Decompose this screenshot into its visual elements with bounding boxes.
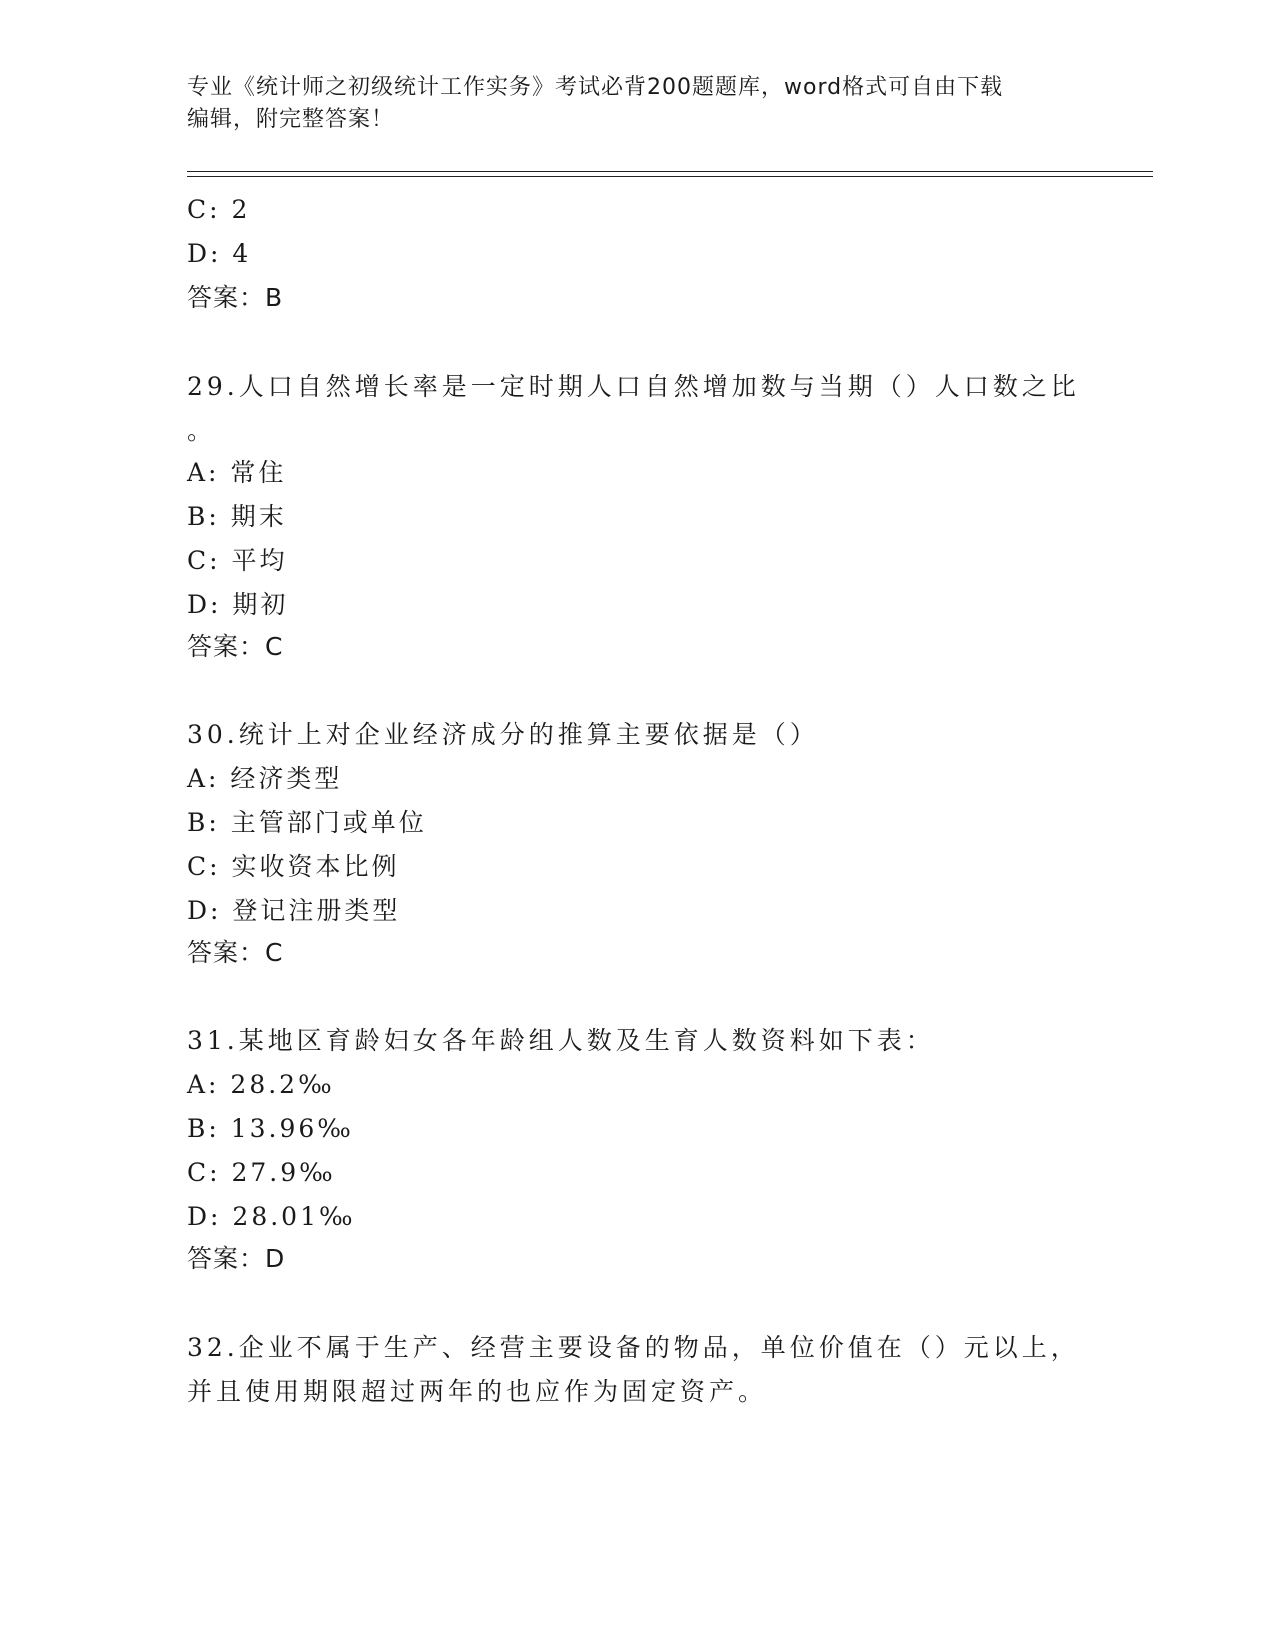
q31-option-a: A: 28.2‰ — [187, 1070, 335, 1099]
q29-option-c: C: 平均 — [187, 546, 288, 575]
header-rule-bottom — [187, 176, 1153, 177]
q31-answer: 答案：D — [187, 1244, 286, 1273]
q28-option-d: D: 4 — [187, 239, 252, 268]
header-title-line-1: 专业《统计师之初级统计工作实务》考试必背200题题库，word格式可自由下载 — [187, 75, 1004, 100]
q30-option-d: D: 登记注册类型 — [187, 896, 401, 925]
q32-stem-line-2: 并且使用期限超过两年的也应作为固定资产。 — [187, 1377, 768, 1406]
q31-option-d: D: 28.01‰ — [187, 1202, 356, 1231]
q31-stem: 31.某地区育龄妇女各年龄组人数及生育人数资料如下表： — [187, 1026, 935, 1055]
q29-stem-line-1: 29.人口自然增长率是一定时期人口自然增加数与当期（）人口数之比 — [187, 372, 1080, 401]
q32-stem-line-1: 32.企业不属于生产、经营主要设备的物品，单位价值在（）元以上， — [187, 1333, 1080, 1362]
q31-option-c: C: 27.9‰ — [187, 1158, 336, 1187]
q29-stem-line-2: 。 — [187, 416, 216, 445]
q31-option-b: B: 13.96‰ — [187, 1114, 354, 1143]
q29-option-d: D: 期初 — [187, 590, 289, 619]
q29-option-a: A: 常住 — [187, 458, 287, 487]
q30-answer: 答案：C — [187, 938, 284, 967]
q29-option-b: B: 期末 — [187, 502, 287, 531]
q30-option-a: A: 经济类型 — [187, 764, 343, 793]
q29-answer: 答案：C — [187, 632, 284, 661]
q28-answer: 答案：B — [187, 283, 284, 312]
q28-option-c: C: 2 — [187, 195, 251, 224]
header-title-line-2: 编辑，附完整答案！ — [187, 107, 395, 132]
q30-option-b: B: 主管部门或单位 — [187, 808, 427, 837]
q30-option-c: C: 实收资本比例 — [187, 852, 400, 881]
q30-stem: 30.统计上对企业经济成分的推算主要依据是（） — [187, 720, 819, 749]
header-rule-top — [187, 171, 1153, 172]
